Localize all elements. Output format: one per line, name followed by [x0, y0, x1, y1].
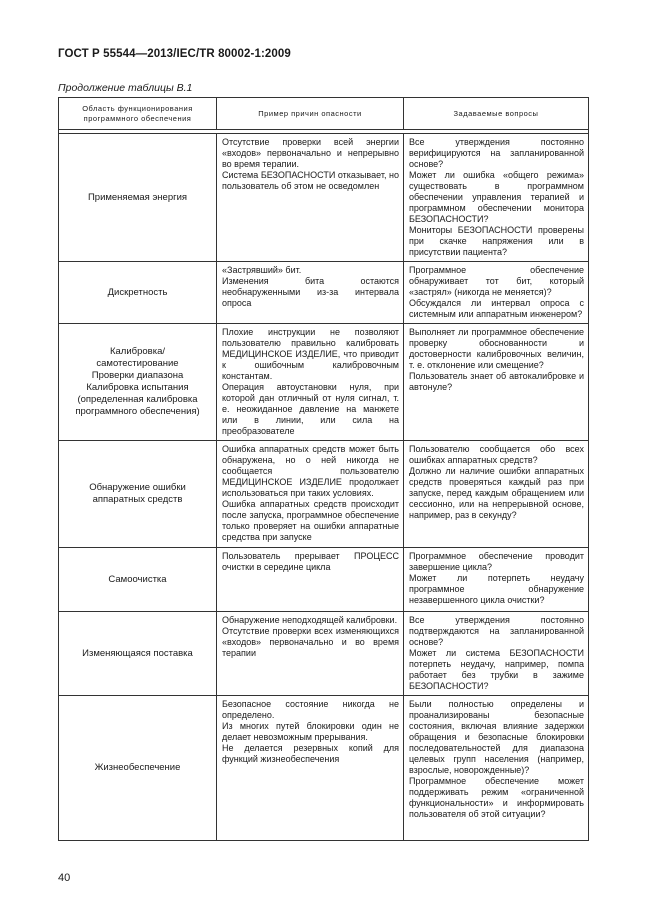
software-area-cell: Калибровка/ самотестирование Проверки диапазона Калибровка испытания (определенная калибровка программного обеспечения): [59, 324, 217, 441]
software-area-cell: Обнаружение ошибки аппаратных средств: [59, 441, 217, 548]
hazard-causes-cell: Безопасное состояние никогда не определено. Из многих путей блокировки один не делает невозможным прерывания. Не делается резервных копий для функций жизнеобеспечения: [217, 696, 404, 841]
page-number: 40: [58, 872, 71, 884]
questions-cell: Все утверждения постоянно верифицируются на запланированной основе? Может ли ошибка «общего режима» существовать в программном обеспечении управления терапией и программном обеспечении монитора БЕЗОПАСНОСТИ? Мониторы БЕЗОПАСНОСТИ проверены при скачке напряжения или в присутствии пациента?: [404, 134, 589, 262]
hazard-causes-cell: Плохие инструкции не позволяют пользователю правильно калибровать МЕДИЦИНСКОЕ ИЗДЕЛИЕ, что приводит к ошибочным калибровочным константам. Операция автоустановки нуля, при которой дан отличный от нуля сигнал, т. е. неожиданное давление на манжете или в линии, или сила на преобразователе: [217, 324, 404, 441]
software-area-cell: Изменяющаяся поставка: [59, 612, 217, 696]
table-row: [59, 548, 589, 612]
table-row: [59, 324, 589, 441]
table-caption: Продолжение таблицы B.1: [58, 82, 193, 94]
hazard-table: [58, 97, 589, 841]
hazard-causes-cell: Обнаружение неподходящей калибровки. Отсутствие проверки всех изменяющихся «входов» первоначально и во время терапии: [217, 612, 404, 696]
questions-cell: Программное обеспечение проводит завершение цикла? Может ли потерпеть неудачу программное обнаружение незавершенного цикла очистки?: [404, 548, 589, 612]
table-row: [59, 612, 589, 696]
questions-cell: Пользователю сообщается обо всех ошибках аппаратных средств? Должно ли наличие ошибки аппаратных средств проверяться каждый раз при запуске, перед каждым обращением или сессионно, или на непрерывной основе, например, раз в секунду?: [404, 441, 589, 548]
software-area-cell: Самоочистка: [59, 548, 217, 612]
hazard-causes-cell: Ошибка аппаратных средств может быть обнаружена, но о ней никогда не сообщается пользователю МЕДИЦИНСКОЕ ИЗДЕЛИЕ продолжает использоваться при таких условиях. Ошибка аппаратных средств происходит после запуска, программное обеспечение только проверяет на ошибки аппаратные средства при запуске: [217, 441, 404, 548]
column-header-area: Область функционирования программного обеспечения: [59, 98, 217, 130]
column-header-causes: Пример причин опасности: [217, 98, 404, 130]
table-row: [59, 134, 589, 262]
software-area-cell: Жизнеобеспечение: [59, 696, 217, 841]
hazard-causes-cell: «Застрявший» бит. Изменения бита остаются необнаруженными из-за интервала опроса: [217, 262, 404, 324]
questions-cell: Все утверждения постоянно подтверждаются на запланированной основе? Может ли система БЕЗОПАСНОСТИ потерпеть неудачу, например, помпа работает без трубки в зажиме БЕЗОПАСНОСТИ?: [404, 612, 589, 696]
hazard-causes-cell: Пользователь прерывает ПРОЦЕСС очистки в середине цикла: [217, 548, 404, 612]
table-row: [59, 696, 589, 841]
software-area-cell: Применяемая энергия: [59, 134, 217, 262]
questions-cell: Выполняет ли программное обеспечение проверку обоснованности и достоверности калибровочных величин, т. е. отклонение или смещение? Пользователь знает об автокалибровке и автонуле?: [404, 324, 589, 441]
hazard-causes-cell: Отсутствие проверки всей энергии «входов» первоначально и непрерывно во время терапии. Система БЕЗОПАСНОСТИ отказывает, но пользователь об этом не осведомлен: [217, 134, 404, 262]
software-area-cell: Дискретность: [59, 262, 217, 324]
table-header-row: [59, 98, 589, 130]
table-row: [59, 441, 589, 548]
column-header-questions: Задаваемые вопросы: [404, 98, 589, 130]
questions-cell: Программное обеспечение обнаруживает тот бит, который «застрял» (никогда не меняется)? Обсуждался ли интервал опроса с системным или аппаратным инженером?: [404, 262, 589, 324]
questions-cell: Были полностью определены и проанализированы безопасные состояния, включая влияние задержки обращения и безопасные блокировки последовательностей для диапазона целевых групп населения (например, взрослые, новорожденные)? Программное обеспечение может поддерживать режим «ограниченной функциональности» и информировать пользователя об этой ситуации?: [404, 696, 589, 841]
document-header: ГОСТ Р 55544—2013/IEC/TR 80002-1:2009: [58, 48, 291, 60]
table-row: [59, 262, 589, 324]
